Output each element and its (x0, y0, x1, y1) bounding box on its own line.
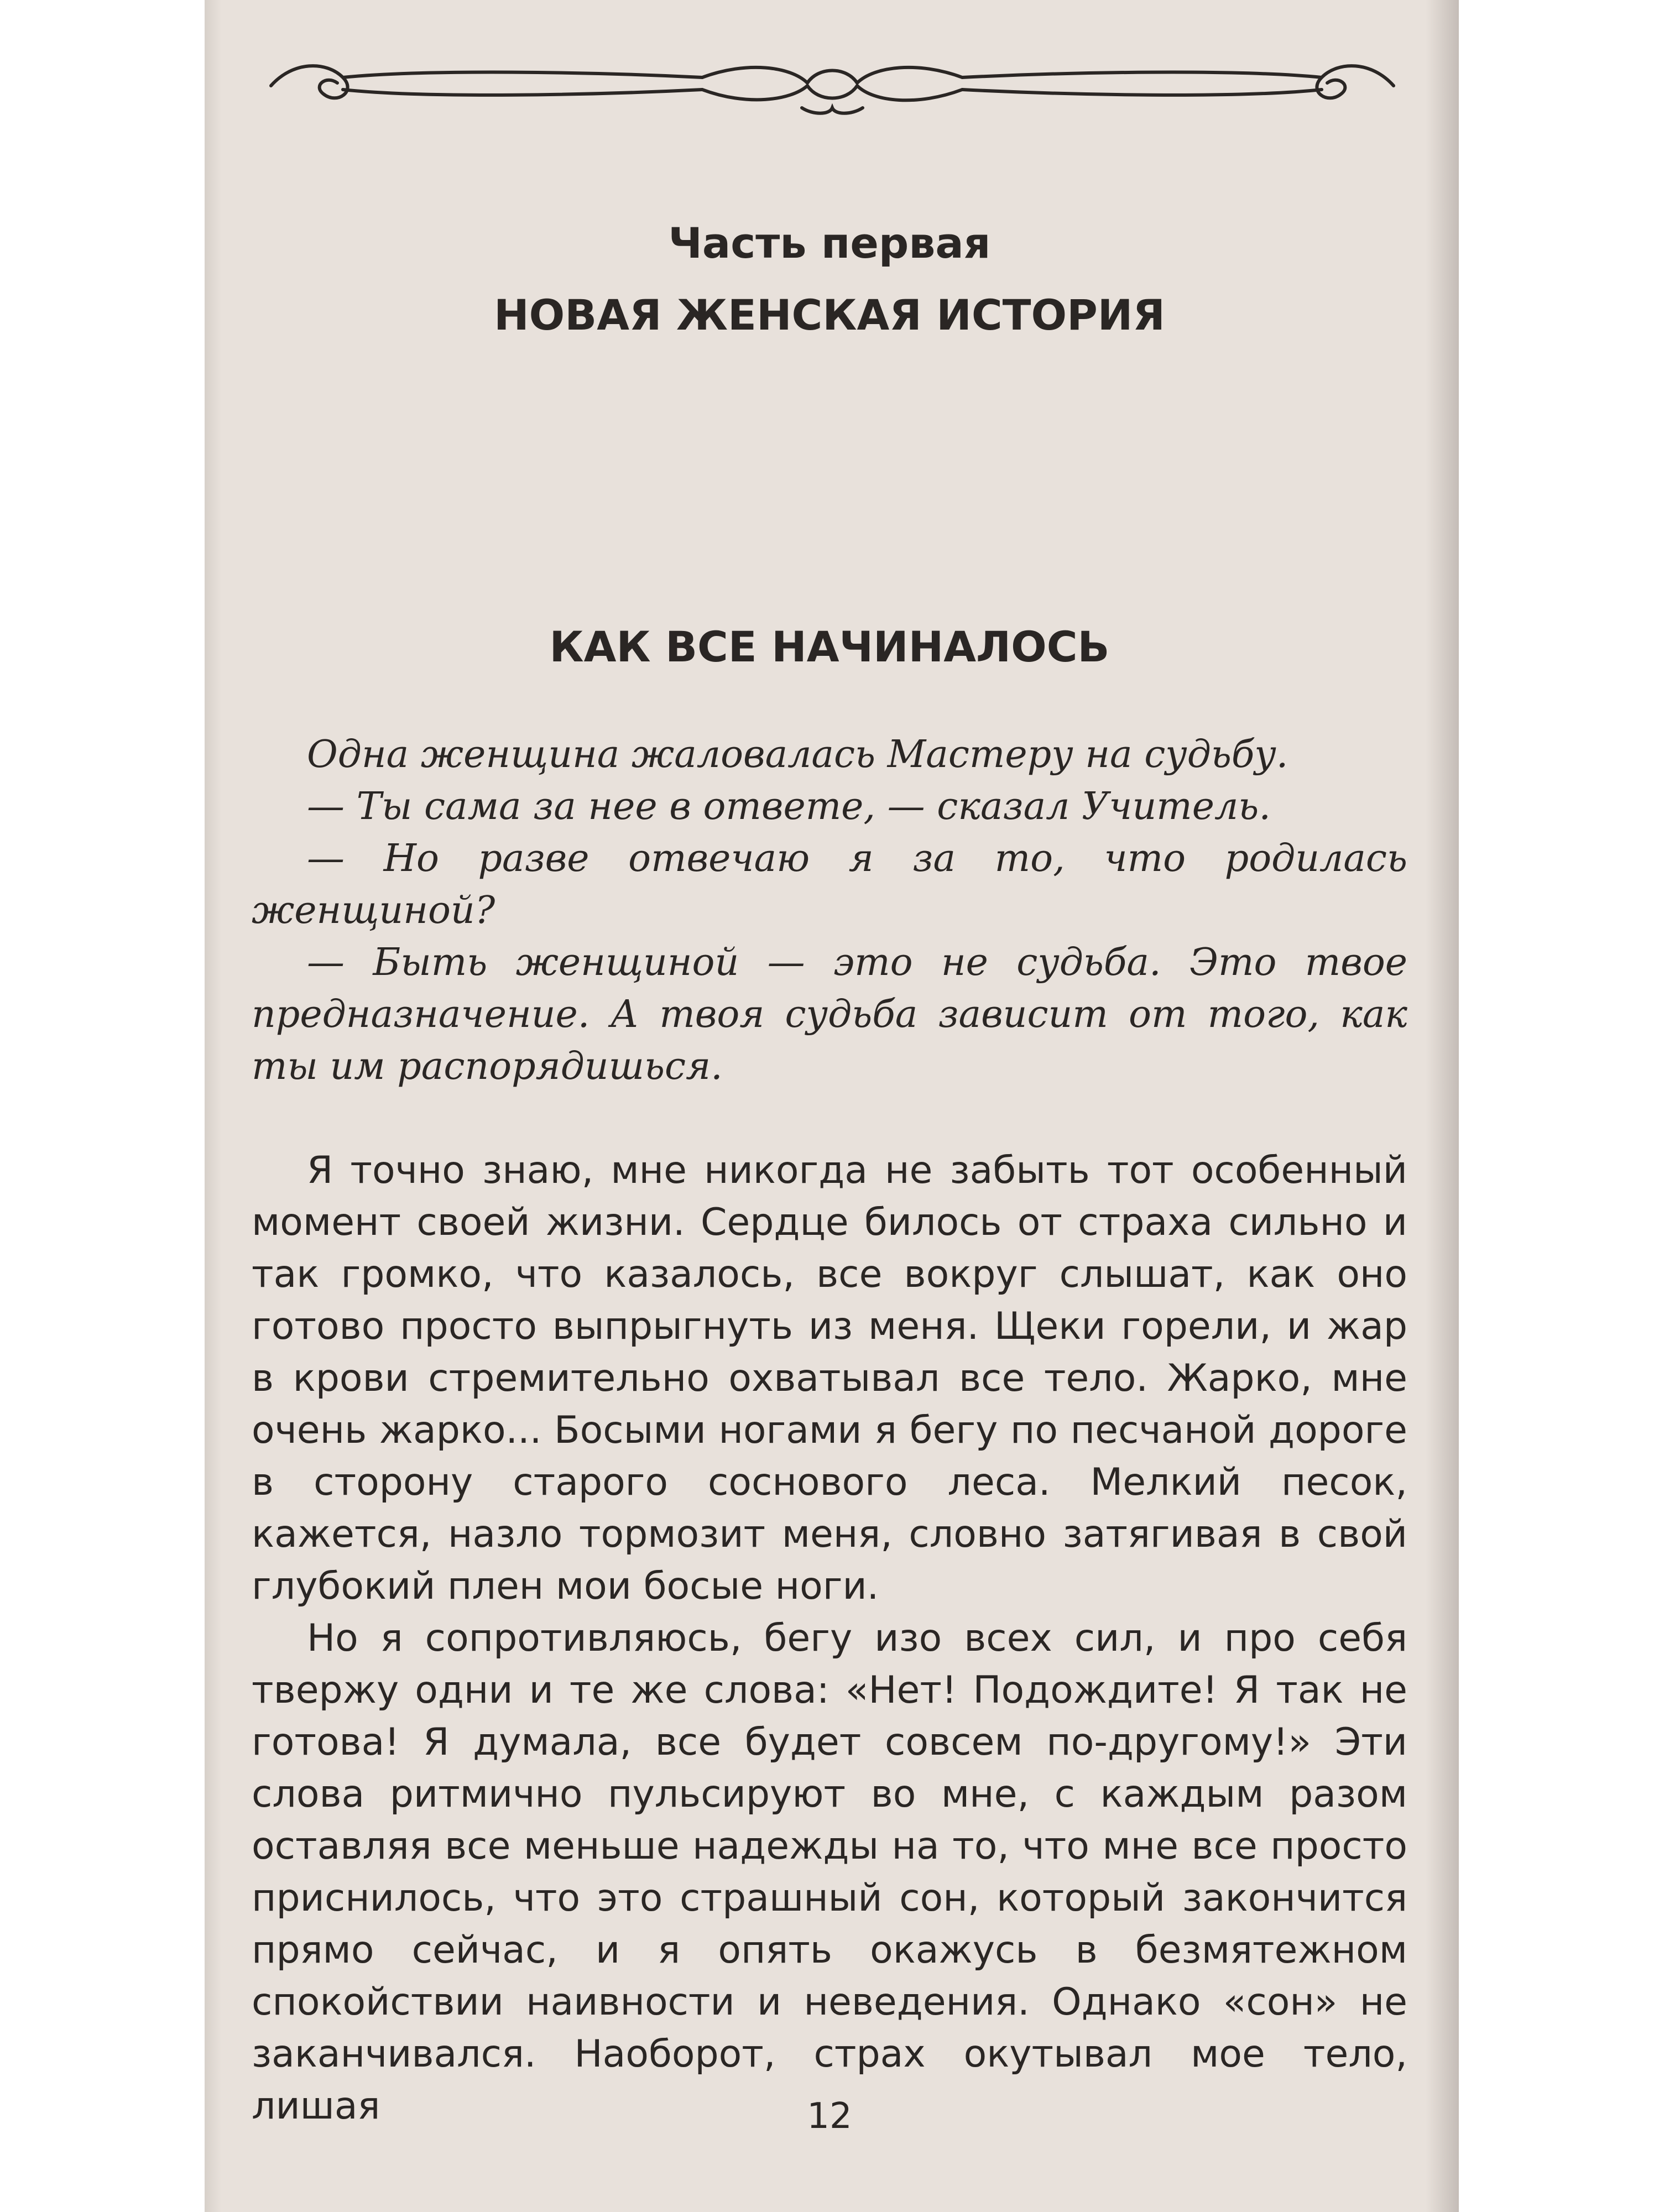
epigraph-line: Одна женщина жаловалась Мастеру на судьбу. (307, 733, 1288, 776)
chapter-title: КАК ВСЕ НАЧИНАЛОСЬ (549, 622, 1110, 671)
paragraph: Я точно знаю, мне никогда не забыть тот особенный момент своей жизни. Сердце билось от страха сильно и так громко, что казалось, все вокруг слышат, как оно готово просто выпрыгнуть из меня. Щеки горели, и жар в крови стремительно охватывал все тело. Жарко, мне очень жарко... Босыми ногами я бегу по песчаной дороге в сторону старого соснового леса. Мелкий песок, кажется, назло тормозит меня, словно затягивая в свой глубокий плен мои босые ноги. (252, 1149, 1407, 1608)
epigraph-line: — Но разве отвечаю я за то, что родилась женщиной? (252, 837, 1407, 932)
epigraph-line: — Быть женщиной — это не судьба. Это твое предназначение. А твоя судьба зависит от того, как ты им распорядишься. (252, 941, 1407, 1088)
epigraph (252, 729, 1407, 1093)
part-title: НОВАЯ ЖЕНСКАЯ ИСТОРИЯ (494, 290, 1165, 340)
part-label: Часть первая (668, 218, 991, 268)
decorative-ornament-icon (260, 55, 1405, 116)
epigraph-line: — Ты сама за нее в ответе, — сказал Учитель. (307, 785, 1271, 828)
body-text (252, 1145, 1407, 2132)
page-number: 12 (807, 2096, 852, 2137)
paragraph: Но я сопротивляюсь, бегу изо всех сил, и про себя твержу одни и те же слова: «Нет! Подождите! Я так не готова! Я думала, все будет совсем по-другому!» Эти слова ритмично пульсируют во мне, с каждым разом оставляя все меньше надежды на то, что мне все просто приснилось, что это страшный сон, который закончится прямо сейчас, и я опять окажусь в безмятежном спокойствии наивности и неведения. Однако «сон» не заканчивался. Наоборот, страх окутывал мое тело, лишая (252, 1616, 1407, 2128)
